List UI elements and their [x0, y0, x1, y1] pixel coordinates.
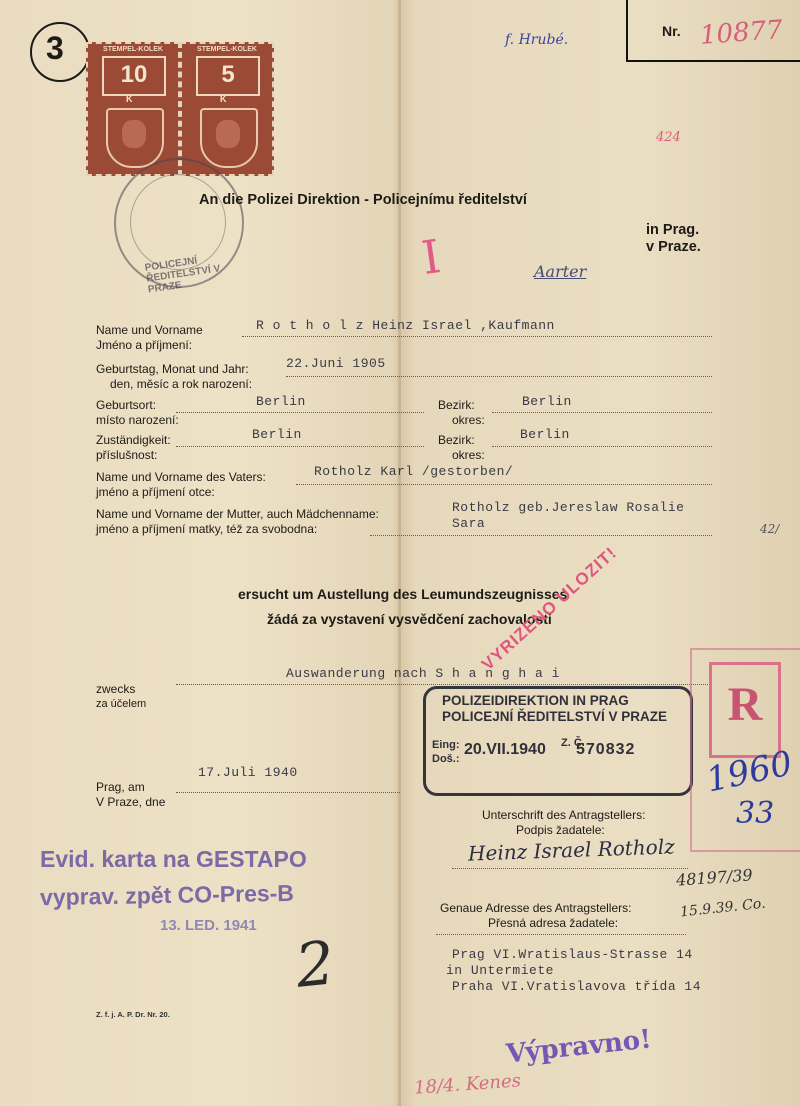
handwritten-number: 2 — [292, 928, 338, 1002]
address-line1: Prag VI.Wratislaus-Strasse 14 — [452, 947, 693, 962]
address-line2: in Untermiete — [446, 963, 554, 978]
domicile-value: Berlin — [252, 427, 302, 442]
field-birthdate-value: 22.Juni 1905 — [286, 356, 386, 371]
lion-emblem-icon — [200, 108, 258, 168]
form-code: Z. f. j. A. P. Dr. Nr. 20. — [96, 1010, 170, 1019]
purpose-value: Auswanderung nach S h a n g h a i — [286, 666, 560, 681]
city-de: in Prag. — [646, 222, 700, 238]
birthplace-label-de: Geburtsort: — [96, 398, 157, 412]
revenue-stamp-10 — [86, 42, 180, 176]
nr-label: Nr. — [662, 23, 681, 39]
mother-value-2: Sara — [452, 516, 486, 531]
gestapo-stamp-date: 13. LED. 1941 — [160, 917, 257, 934]
police-receipt-stamp — [423, 686, 693, 796]
police-stamp-zc: Z. Č. — [561, 737, 585, 749]
domicile-bezirk-cz: okres: — [452, 448, 485, 462]
revenue-stamp-value: 10 — [102, 56, 166, 96]
mother-value-1: Rotholz geb.Jereslaw Rosalie — [452, 500, 685, 515]
police-stamp-dos: Doš.: — [432, 753, 460, 765]
revenue-stamp-top: STEMPEL-KOLEK — [103, 46, 163, 53]
place-label-de: Prag, am — [96, 780, 145, 794]
blue-number-2: 33 — [736, 796, 775, 831]
revenue-stamp-top: STEMPEL-KOLEK — [197, 46, 257, 53]
revenue-stamp-5 — [180, 42, 274, 176]
vypravno-stamp: Výpravno! — [504, 1024, 653, 1070]
round-seal-text: POLICEJNÍ ŘEDITELSTVÍ V PRAZE — [144, 255, 221, 296]
revenue-stamp-unit: K — [220, 94, 227, 104]
request-de: ersucht um Austellung des Leumundszeugnisses — [238, 586, 568, 602]
city-cz: v Praze. — [646, 239, 701, 255]
red-roman-mark: I — [418, 228, 444, 286]
dotted-line — [492, 412, 712, 413]
applicant-signature: Heinz Israel Rotholz — [467, 834, 676, 866]
domicile-label-cz: příslušnost: — [96, 448, 158, 462]
gestapo-stamp-line1: Evid. karta na GESTAPO — [40, 846, 307, 872]
police-stamp-eing: Eing: — [432, 739, 460, 751]
margin-note: 42/ — [760, 522, 780, 536]
address-line: An die Polizei Direktion - Policejnímu ředitelství — [199, 192, 527, 208]
father-value: Rotholz Karl /gestorben/ — [314, 464, 514, 479]
birthplace-bezirk-cz: okres: — [452, 413, 485, 427]
request-cz: žádá za vystavení vysvědčení zachovalosti — [267, 611, 552, 627]
police-stamp-line2: POLICEJNÍ ŘEDITELSTVÍ V PRAZE — [442, 709, 668, 724]
dotted-line — [452, 868, 688, 869]
dotted-line — [296, 484, 712, 485]
mother-label-de: Name und Vorname der Mutter, auch Mädchenname: — [96, 507, 379, 521]
dotted-line — [176, 412, 424, 413]
blue-number-1: 1960 — [702, 743, 796, 801]
place-date-value: 17.Juli 1940 — [198, 765, 298, 780]
dotted-line — [436, 934, 686, 935]
place-label-cz: V Praze, dne — [96, 795, 166, 809]
circle-number-text: 3 — [46, 30, 64, 66]
registered-r-stamp: R — [709, 662, 781, 758]
revenue-stamp-unit: K — [126, 94, 133, 104]
field-name-label-de: Name und Vorname — [96, 323, 203, 337]
handwritten-note-top: f. Hrubé. — [505, 32, 569, 48]
nr-value: 10877 — [699, 15, 784, 51]
address-line3: Praha VI.Vratislavova třída 14 — [452, 979, 702, 994]
domicile-bezirk-de: Bezirk: — [438, 433, 475, 447]
signature-top: Aarter — [534, 262, 587, 281]
dotted-line — [242, 336, 712, 337]
purpose-label-de: zwecks — [96, 682, 136, 696]
field-name-value: R o t h o l z Heinz Israel ,Kaufmann — [256, 318, 555, 333]
domicile-bezirk-value: Berlin — [520, 427, 570, 442]
gestapo-stamp-line2: vyprav. zpět CO-Pres-B — [39, 879, 295, 911]
address-label-de: Genaue Adresse des Antragstellers: — [440, 901, 632, 915]
police-stamp-line1: POLIZEIDIREKTION IN PRAG — [442, 693, 629, 708]
father-label-cz: jméno a příjmení otce: — [96, 485, 215, 499]
birthplace-bezirk-value: Berlin — [522, 394, 572, 409]
circle-number — [30, 22, 90, 82]
father-label-de: Name und Vorname des Vaters: — [96, 470, 266, 484]
purpose-label-cz: za účelem — [96, 698, 147, 710]
field-birthdate-label-cz: den, měsíc a rok narození: — [110, 377, 253, 391]
dotted-line — [176, 684, 712, 685]
birthplace-label-cz: místo narození: — [96, 413, 179, 427]
dotted-line — [176, 792, 400, 793]
round-seal — [114, 158, 244, 296]
address-label-cz: Přesná adresa žadatele: — [488, 916, 619, 930]
birthplace-value: Berlin — [256, 394, 306, 409]
police-stamp-number: 570832 — [576, 741, 636, 758]
revenue-stamp-value: 5 — [196, 56, 260, 96]
field-birthdate-label-de: Geburtstag, Monat und Jahr: — [96, 362, 249, 376]
signature-label-de: Unterschrift des Antragstellers: — [482, 808, 646, 822]
red-note-number: 424 — [656, 130, 681, 145]
dotted-line — [176, 446, 424, 447]
date-note: 15.9.39. Co. — [679, 895, 767, 921]
police-stamp-date: 20.VII.1940 — [464, 741, 546, 758]
center-fold — [398, 0, 401, 1106]
dotted-line — [370, 535, 712, 536]
coat-of-arms-icon — [106, 108, 164, 168]
field-name-label-cz: Jméno a příjmení: — [96, 338, 193, 352]
red-diagonal-stamp: VYRIZENO ULOZIT! — [478, 543, 621, 675]
domicile-label-de: Zuständigkeit: — [96, 433, 171, 447]
bottom-red-note: 18/4. Kenes — [413, 1070, 522, 1099]
reference-number-box — [626, 0, 800, 62]
ref-number: 48197/39 — [675, 865, 754, 890]
mother-label-cz: jméno a příjmení matky, též za svobodna: — [96, 522, 318, 536]
dotted-line — [286, 376, 712, 377]
birthplace-bezirk-de: Bezirk: — [438, 398, 475, 412]
signature-label-cz: Podpis žadatele: — [516, 823, 605, 837]
dotted-line — [492, 446, 712, 447]
